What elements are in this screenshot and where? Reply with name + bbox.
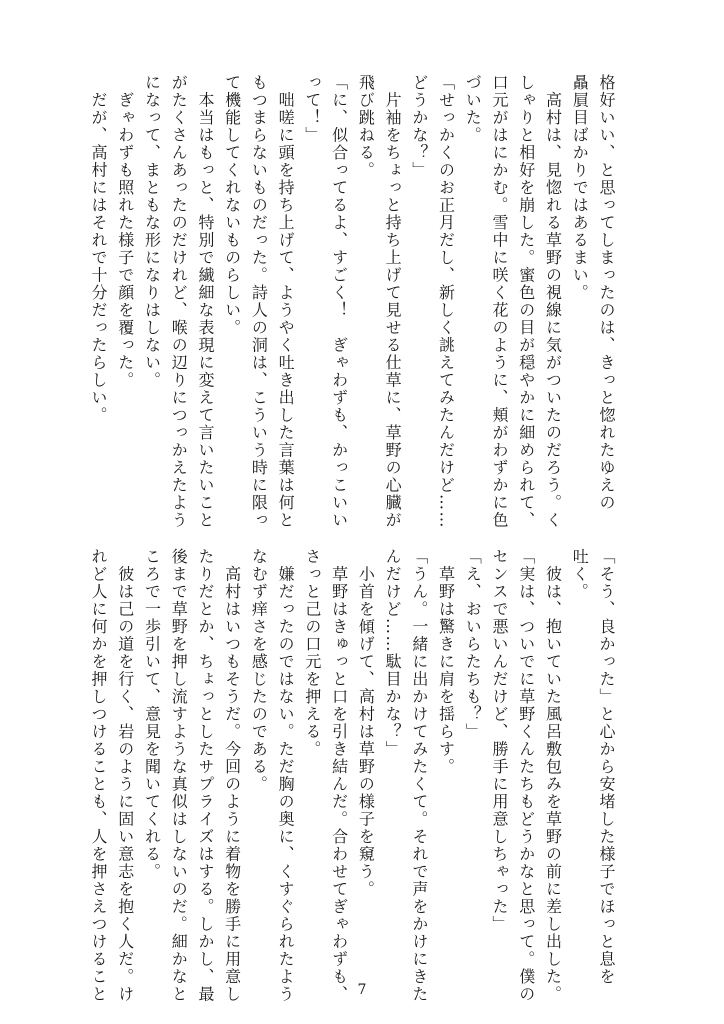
text-line: って！」 [302,74,322,144]
text-line: だが、高村にはそれで十分だったらしい。 [89,74,108,424]
lower-text-block [89,548,616,1003]
text-line: 飛び跳ねる。 [356,74,376,179]
text-line: 片袖をちょっと持ち上げて見せる仕草に、草野の心臓が [383,74,403,529]
text-line: んだけど……駄目かな？」 [383,548,403,758]
text-line: 後まで草野を押し流すような真似はしないのだ。細かなと [169,548,189,1003]
text-line: 「そう、良かった」と心から安堵した様子でほっと息を [596,548,616,986]
text-line: ぎゃわずも照れた様子で顔を覆った。 [115,74,135,389]
text-line: なむず痒さを感じたのである。 [249,548,269,793]
text-line: 本当はもっと、特別で繊細な表現に変えて言いたいこと [195,74,215,529]
text-line: もつまらないものだった。詩人の洞は、こういう時に限っ [249,74,269,529]
text-line: 「に、似合ってるよ、すごく！ ぎゃわずも、かっこいい [329,74,349,529]
text-line: 咄嗟に頭を持ち上げて、ようやく吐き出した言葉は何と [276,74,296,529]
text-line: て機能してくれないものらしい。 [222,74,242,337]
text-line: 格好いい、と思ってしまったのは、きっと惚れたゆえの [596,74,616,512]
text-line: さっと己の口元を押える。 [302,548,322,758]
upper-text-block [89,74,616,529]
text-line: 「実は、ついでに草野くんたちもどうかなと思って。僕の [516,548,536,1003]
text-line: たりだとか、ちょっとしたサプライズはする。しかし、最 [195,548,215,1003]
text-line: 「え、おいらたちも？」 [463,548,483,741]
text-line: 草野はきゅっと口を引き結んだ。合わせてぎゃわずも、 [329,548,349,1003]
text-line: 草野は驚きに肩を揺らす。 [436,548,456,776]
text-line: 彼は己の道を行く、岩のように固い意志を抱く人だ。け [115,548,135,1003]
text-line: 口元がはにかむ。雪中に咲く花のように、頬がわずかに色 [490,74,510,529]
text-line: 吐く。 [570,548,590,601]
text-line: 嫌だったのではない。ただ胸の奥に、くすぐられたよう [276,548,296,1003]
text-line: 「うん。一緒に出かけてみたくて。それで声をかけにきた [409,548,429,1003]
text-line: れど人に何かを押しつけることも、人を押さえつけること [89,548,108,1003]
text-line: 小首を傾げて、高村は草野の様子を窺う。 [356,548,376,898]
text-line: センスで悪いんだけど、勝手に用意しちゃった」 [490,548,510,933]
page-number: 7 [357,982,367,998]
text-line: 高村は、見惚れる草野の視線に気がついたのだろう。く [543,74,563,529]
text-line: 高村はいつもそうだ。今回のように着物を勝手に用意し [222,548,242,1003]
text-line: 「せっかくのお正月だし、新しく誂えてみたんだけど…… [436,74,456,529]
text-line: になって、まともな形になりはしない。 [142,74,162,389]
text-line: がたくさんあったのだけれど、喉の辺りにつっかえたよう [169,74,189,529]
text-line: どうかな？」 [409,74,429,179]
text-line: しゃりと相好を崩した。蜜色の目が穏やかに細められて、 [516,74,536,529]
text-line: づいた。 [463,74,483,144]
text-line: ころで一歩引いて、意見を聞いてくれる。 [142,548,162,881]
text-line: 彼は、抱いていた風呂敷包みを草野の前に差し出した。 [543,548,563,1003]
text-line: 贔屓目ばかりではあるまい。 [570,74,590,302]
